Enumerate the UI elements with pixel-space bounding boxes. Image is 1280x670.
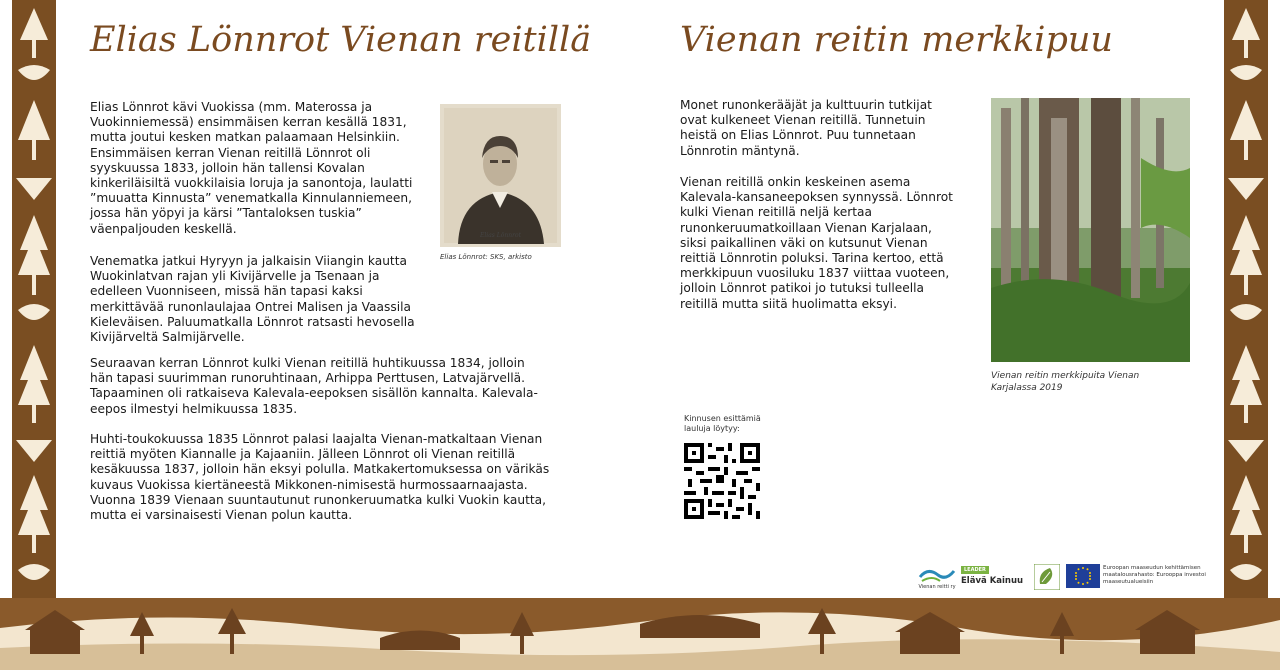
portrait-image bbox=[440, 104, 561, 247]
portrait-signature: Elias Lönnrot bbox=[480, 232, 521, 239]
vienan-reitti-logo bbox=[918, 565, 956, 593]
elava-kainuu-text: Elävä Kainuu bbox=[961, 576, 1024, 586]
right-paragraph-1: Monet runonkerääjät ja kulttuurin tutkijat ovat kulkeneet Vienan reitillä. Tunnetuin heistä on Elias Lönnrot. Puu tunnetaan Lönnrotin mäntynä. bbox=[680, 98, 932, 158]
left-paragraph-3: Seuraavan kerran Lönnrot kulki Vienan reitillä huhtikuussa 1834, jolloin hän tapasi suurimman runoruhtinaan, Arhippa Perttusen, Latvajärvellä. Tapaaminen oli ratkaiseva Kalevala-eepoksen sisällön kannalta. Kalevala-eepos ilmestyi helmikuussa 1835. bbox=[90, 356, 538, 416]
portrait-caption: Elias Lönnrot: SKS, arkisto bbox=[440, 253, 532, 261]
leader-leaf-logo bbox=[1034, 564, 1060, 590]
right-paragraph-2: Vienan reitillä onkin keskeinen asema Kalevala-kansaneepoksen synnyssä. Lönnrot kulki Vienan reitillä neljä kertaa runonkeruumatkoillaan Vienan Karjalaan, siksi paikallinen väki on kutsunut Vienan reittiä Lönnrotin poluksi. Tarina kertoo, että merkkipuun vuosiluku 1837 viittaa vuoteen, jolloin Lönnrot patikoi jo tutuksi tulleella reitillä mutta siitä huolimatta eksyi. bbox=[680, 175, 953, 311]
left-decorative-border bbox=[12, 0, 56, 600]
left-paragraph-2: Venematka jatkui Hyryyn ja jalkaisin Viiangin kautta Wuokinlatvan rajan yli Kivijärvelle ja Tsenaan ja edelleen Vuonniseen, missä hän tapasi kaksi merkittävää runonlaulajaa Ontrei Malisen ja Vaassila Kieleväisen. Paluumatkalla Lönnrot ratsasti hevosella Kivijärveltä Salmijärvelle. bbox=[90, 254, 415, 345]
left-paragraph-4: Huhti-toukokuussa 1835 Lönnrot palasi laajalta Vienan-matkaltaan Vienan reittiä myöten Kiannalle ja Kajaaniin. Jälleen Lönnrot oli Vienan reitillä kesäkuussa 1837, jolloin hän eksyi polulla. Matkakertomuksessa on värikäs kuvaus Vuokissa kiertäneestä Mikkonen-nimisestä hurmossaarnaajasta. Vuonna 1839 Vienaan suuntautunut runonkeruumatka kulki Vuokin kautta, mutta ei varsinaisesti Vienan polun kautta. bbox=[90, 432, 550, 523]
leader-badge: LEADER bbox=[961, 566, 989, 574]
left-paragraph-1: Elias Lönnrot kävi Vuokissa (mm. Materossa ja Vuokinniemessä) ensimmäisen kerran kesällä 1831, mutta joutui kesken matkan palaamaan Helsinkiin. Ensimmäisen kerran Vienan reitillä Lönnrot oli syyskuussa 1833, jolloin hän tallensi Kovalan kinkeriläisiltä vuokkilaisia loruja ja sanontoja, laulatti ”muuatta Kinnusta” venematkalla Kinnulanniemeen, jossa hän yöpyi ja kärsi ”Tantaloksen tuskia” väenpaljouden keskellä. bbox=[90, 100, 413, 236]
bottom-landscape-border bbox=[0, 598, 1280, 670]
vienan-reitti-logo-label: Vienan reitti ry bbox=[918, 584, 956, 590]
left-title: Elias Lönnrot Vienan reitillä bbox=[90, 20, 592, 60]
elava-kainuu-logo bbox=[961, 566, 1025, 590]
qr-code[interactable] bbox=[684, 443, 760, 519]
right-title: Vienan reitin merkkipuu bbox=[680, 20, 1113, 60]
forest-photo bbox=[991, 98, 1190, 362]
right-decorative-border bbox=[1224, 0, 1268, 600]
photo-caption: Vienan reitin merkkipuita Vienan Karjalassa 2019 bbox=[991, 371, 1140, 393]
qr-label: Kinnusen esittämiä lauluja löytyy: bbox=[684, 414, 761, 433]
eu-funding-text: Euroopan maaseudun kehittämisen maatalousrahasto: Eurooppa investoi maaseutualueisiin bbox=[1103, 565, 1206, 585]
eu-flag-logo bbox=[1066, 564, 1100, 588]
